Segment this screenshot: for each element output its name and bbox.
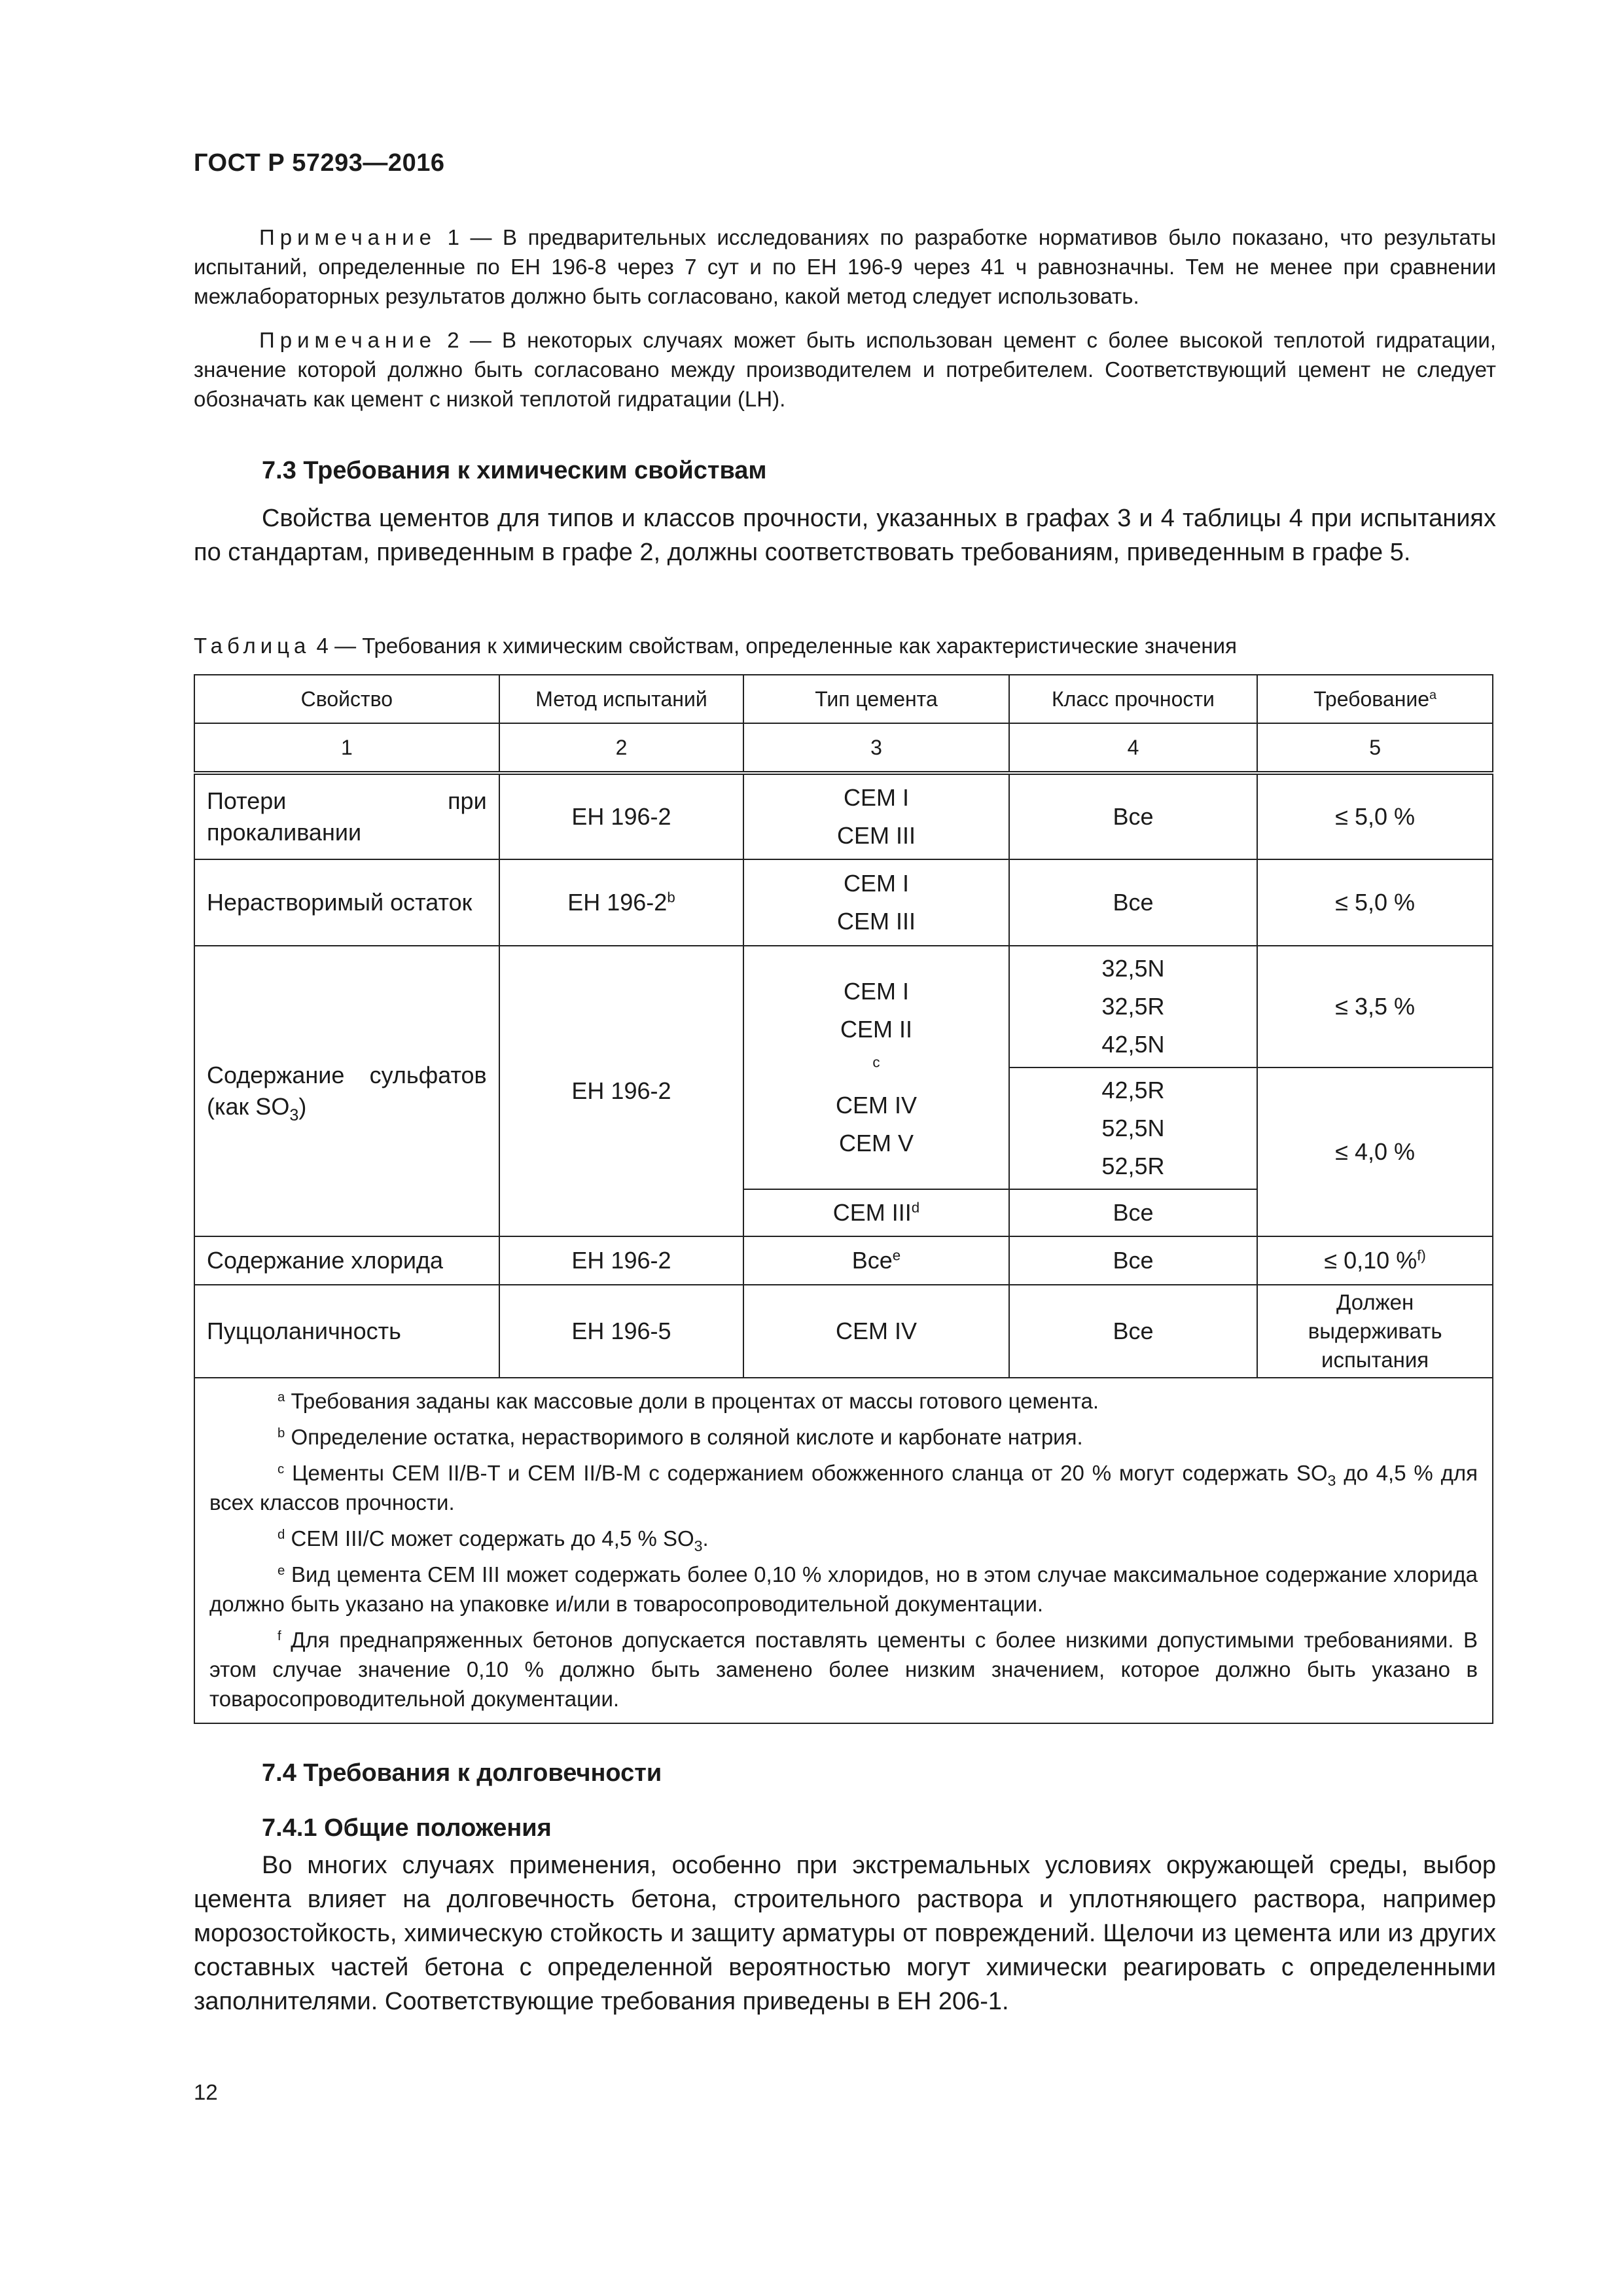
footnote-d: $^d$ CEM III/C может содержать до 4,5 % $SO_3$. [277,1526,709,1555]
table-footnotes [194,1378,1493,1723]
note-text: 1 — В предварительных исследованиях по разработке нормативов было показано, что результаты испытаний, определенные по ЕН 196-8 через 7 сут и по ЕН 196-9 через 41 ч равнозначны. Тем не менее при сравнении межлабораторных результатов должно быть согласовано, какой метод следует использовать. [194,225,1496,308]
cell-method: ЕН 196-2 [499,946,744,1236]
cell-cement-type: CEM IV [743,1285,1008,1378]
note-text: 2 — В некоторых случаях может быть использован цемент с более высокой теплотой гидратации, значение которой должно быть согласовано между производителем и потребителем. Соответствующий цемент не следует обозначать как цемент с низкой теплотой гидратации (LH). [194,328,1496,411]
cell-strength-class: Все [1009,1236,1258,1285]
col-number: 1 [194,723,499,773]
cell-cement-type: CEM I CEM II $^c$ CEM IV CEM V [743,946,1008,1189]
cell-requirement: ≤ 5,0 % [1257,773,1493,859]
cell-method: ЕН 196-2 [499,773,744,859]
cell-strength-class: Все [1009,1189,1258,1236]
cell-property: Пуццоланичность [194,1285,499,1378]
cell-method: ЕН 196-2$^b$ [499,859,744,946]
cell-property: Содержание хлорида [194,1236,499,1285]
col-number: 3 [743,723,1008,773]
page-number: 12 [194,2080,218,2104]
cell-requirement: ≤ 3,5 % [1257,946,1493,1067]
note-2 [194,325,1496,414]
col-header-property: Свойство [194,675,499,723]
cell-strength-class: 42,5R 52,5N 52,5R [1009,1067,1258,1189]
footnote-b: $^b$ Определение остатка, нерастворимого в соляной кислоте и карбонате натрия. [277,1425,1083,1449]
requirements-table [194,674,1493,1724]
note-label: Примечание [259,328,437,352]
table-footnotes-row [194,1378,1493,1723]
footnote-f: $^f$ Для преднапряженных бетонов допускается поставлять цементы с более низкими допустимыми требованиями. В этом случае значение 0,10 % должно быть заменено более низким значением, которое должно быть указано в товаросопроводительной документации. [209,1628,1478,1711]
col-header-strength-class: Класс прочности [1009,675,1258,723]
cell-strength-class: Все [1009,773,1258,859]
table-header-row [194,675,1493,723]
col-header-cement-type: Тип цемента [743,675,1008,723]
col-number: 4 [1009,723,1258,773]
footnote-a: $^a$ Требования заданы как массовые доли в процентах от массы готового цемента. [277,1389,1099,1413]
cell-requirement: ≤ 4,0 % [1257,1067,1493,1236]
cell-requirement: ≤ 0,10 %$^{f)}$ [1257,1236,1493,1285]
cell-method: ЕН 196-2 [499,1236,744,1285]
table-row [194,773,1493,859]
column-number-row [194,723,1493,773]
cell-cement-type: CEM III$^d$ [743,1189,1008,1236]
document-code: ГОСТ Р 57293—2016 [194,149,445,177]
cell-strength-class: Все [1009,859,1258,946]
cell-cement-type: CEM I CEM III [743,859,1008,946]
table-row [194,1236,1493,1285]
table-caption: Таблица 4 — Требования к химическим свойствам, определенные как характеристические значения [194,634,1237,658]
table-row [194,1285,1493,1378]
section-heading-7-3: 7.3 Требования к химическим свойствам [262,457,767,484]
cell-property: Нерастворимый остаток [194,859,499,946]
cell-method: ЕН 196-5 [499,1285,744,1378]
section-7-4-1-text: Во многих случаях применения, особенно при экстремальных условиях окружающей среды, выбор цемента влияет на долговечность бетона, строительного раствора и уплотняющего раствора, например морозостойкость, химическую стойкость и защиту арматуры от повреждений. Щелочи из цемента или из других составных частей бетона с определенной вероятностью могут химически реагировать с определенными заполнителями. Соответствующие требования приведены в ЕН 206-1. [194,1852,1496,2015]
note-label: Примечание [259,225,437,249]
col-header-method: Метод испытаний [499,675,744,723]
cell-requirement: Должен выдерживать испытания [1257,1285,1493,1378]
notes-block [194,223,1496,428]
cell-property: Содержание сульфатов (как $SO_3$) [194,946,499,1236]
table-row-sulfates [194,946,1493,1067]
cell-strength-class: Все [1009,1285,1258,1378]
col-number: 5 [1257,723,1493,773]
table-row [194,859,1493,946]
cell-cement-type: CEM I CEM III [743,773,1008,859]
section-heading-7-4: 7.4 Требования к долговечности [262,1759,662,1787]
footnote-c: $^c$ Цементы CEM II/B-T и CEM II/B-M с содержанием обожженного сланца от 20 % могут содержать $SO_3$ до 4,5 % для всех классов прочности. [209,1461,1478,1515]
note-1 [194,223,1496,311]
section-7-3-text: Свойства цементов для типов и классов прочности, указанных в графах 3 и 4 таблицы 4 при испытаниях по стандартам, приведенным в графе 2, должны соответствовать требованиям, приведенным в графе 5. [194,505,1496,566]
subsection-heading-7-4-1: 7.4.1 Общие положения [262,1814,552,1842]
cell-cement-type: Все$^e$ [743,1236,1008,1285]
col-header-requirement: Требование$^a$ [1257,675,1493,723]
cell-requirement: ≤ 5,0 % [1257,859,1493,946]
cell-property: Потери при прокаливании [194,773,499,859]
footnote-e: $^e$ Вид цемента CEM III может содержать более 0,10 % хлоридов, но в этом случае максимальное содержание хлорида должно быть указано на упаковке и/или в товаросопроводительной документации. [209,1562,1478,1616]
col-number: 2 [499,723,744,773]
cell-strength-class: 32,5N 32,5R 42,5N [1009,946,1258,1067]
